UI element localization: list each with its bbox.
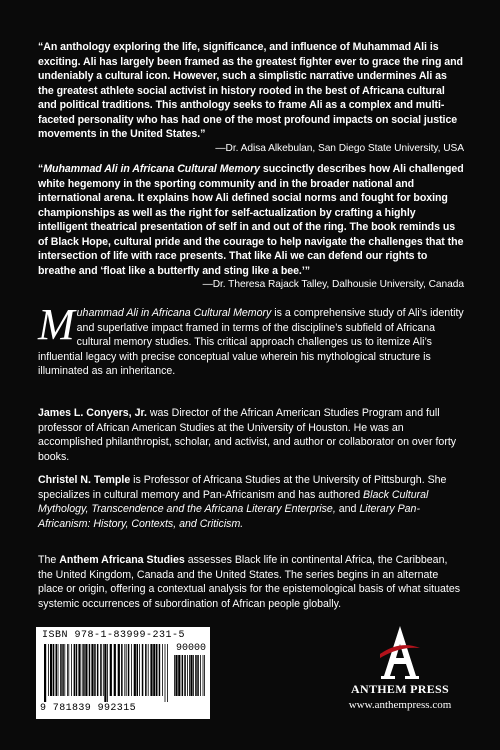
- barcode-bar: [71, 644, 72, 696]
- series-name: Anthem Africana Studies: [59, 554, 185, 566]
- book-title-italic: Muhammad Ali in Africana Cultural Memory: [43, 163, 261, 175]
- ean-number: 9 781839 992315: [40, 703, 137, 714]
- anthem-a-logo-icon: [378, 624, 422, 680]
- book-summary: [38, 300, 464, 379]
- barcode-bar: [204, 655, 205, 696]
- barcode-bar: [74, 644, 76, 696]
- barcode-bar: [94, 644, 96, 696]
- barcode-bar: [114, 644, 116, 696]
- barcode-bar: [184, 655, 186, 696]
- author-name: James L. Conyers, Jr.: [38, 407, 147, 419]
- drop-cap: M: [38, 300, 75, 349]
- barcode-bar: [121, 644, 123, 696]
- barcode-bar: [48, 644, 49, 696]
- barcode-bar: [139, 644, 140, 696]
- barcode-bar: [103, 644, 104, 696]
- author-bio-temple: [38, 473, 464, 531]
- barcode-bar: [145, 644, 147, 696]
- barcode-bar: [118, 644, 120, 696]
- barcode-bar: [131, 644, 132, 696]
- barcode-bar: [200, 655, 201, 696]
- barcode-bar: [182, 655, 184, 696]
- barcode-bar: [104, 644, 106, 702]
- barcode-bar: [100, 644, 102, 696]
- publisher-url: www.anthempress.com: [348, 699, 452, 711]
- isbn-barcode: [36, 627, 210, 719]
- barcode-addon-number: 90000: [175, 643, 206, 654]
- barcode-bar: [134, 644, 136, 696]
- barcode-bar: [189, 655, 190, 696]
- barcode-bar: [44, 644, 46, 702]
- bio-text: was Director of the African American Studies Program and full professor of African American Studies at the University of Houston. He was an accomplished philanthropist, scholar, and activist, and author or collaborator on over forty books.: [38, 407, 457, 463]
- series-description: [38, 553, 464, 611]
- barcode-bars: [44, 644, 168, 702]
- quote-attribution: —Dr. Adisa Alkebulan, San Diego State University, USA: [215, 142, 464, 154]
- barcode-bar: [50, 644, 52, 696]
- barcode-bar: [187, 655, 188, 696]
- barcode-addon-bars: [174, 655, 206, 702]
- barcode-bar: [156, 644, 158, 696]
- series-lead: The: [38, 554, 60, 566]
- quote-text: succinctly describes how Ali challenged white hegemony in the sporting community and in the broader national and international arena. It explains how Ali defined social norms and fought for boxing championships as well as the right for self-actualization by crafting a highly intelligent theatrical presentation of self in and out of the ring. The book reminds us of Black Hope, cultural pride and the courage to help navigate the challenges that the intersection of life with race presents. That like Ali we can defend our rights to breathe and ‘float like a butterfly and sting like a bee.’”: [38, 163, 464, 277]
- barcode-bar: [85, 644, 87, 696]
- quote-text: “An anthology exploring the life, significance, and influence of Muhammad Ali is exciting. Ali has largely been framed as the greatest fighter ever to grace the ring and undeniably a cultural icon. However, such a simplistic narrative undermines Ali as the greatest athlete social activist in history rooted in the best of Africana cultural and political traditions. This anthology seeks to frame Ali as a complex and multi-faceted personality who has had one of the most profound impacts on social justice movements in the United States.”: [38, 41, 463, 140]
- barcode-bar: [128, 644, 130, 696]
- author-bio-conyers: [38, 406, 464, 464]
- barcode-bar: [197, 655, 199, 696]
- endorsement-quote-2: [38, 162, 464, 292]
- barcode-bar: [89, 644, 91, 696]
- barcode-bar: [175, 655, 177, 696]
- barcode-bar: [190, 655, 192, 696]
- barcode-bar: [165, 644, 166, 702]
- barcode-bar: [68, 644, 69, 696]
- barcode-bar: [195, 655, 197, 696]
- barcode-bar: [78, 644, 80, 696]
- barcode-bar: [162, 644, 163, 696]
- quote-attribution: —Dr. Theresa Rajack Talley, Dalhousie University, Canada: [202, 279, 464, 290]
- barcode-bar: [167, 644, 168, 702]
- summary-title-italic: uhammad Ali in Africana Cultural Memory: [76, 307, 272, 319]
- publisher-logo: [332, 624, 468, 724]
- barcode-bar: [58, 644, 59, 696]
- barcode-bar: [142, 644, 144, 696]
- barcode-bar: [159, 644, 161, 696]
- barcode-bar: [82, 644, 83, 696]
- barcode-bar: [53, 644, 55, 696]
- barcode-bar: [150, 644, 152, 696]
- barcode-bar: [203, 655, 204, 696]
- barcode-bar: [62, 644, 64, 696]
- summary-text: is a comprehensive study of Ali’s identity and superlative impact framed in terms of the discipline’s subfield of Africana cultural memory studies. This critical approach challenges us to itemize Ali’s influential legacy with precise conceptual value wherein his mythological structure is illuminated as an inheritance.: [38, 307, 464, 378]
- barcode-bar: [126, 644, 127, 696]
- author-name: Christel N. Temple: [38, 474, 131, 486]
- book-title-italic: Literary Pan-Africanism: History, Contexts, and Criticism.: [38, 503, 420, 530]
- barcode-bar: [60, 644, 62, 696]
- barcode-bar: [91, 644, 93, 696]
- barcode-bar: [110, 644, 112, 696]
- book-title-italic: Black Cultural Mythology, Transcendence and the Africana Literary Enterprise,: [38, 488, 429, 516]
- endorsement-quote-1: [38, 40, 464, 155]
- barcode-bar: [97, 644, 99, 696]
- barcode-bar: [193, 655, 194, 696]
- barcode-bar: [67, 644, 68, 696]
- barcode-bar: [83, 644, 85, 696]
- quote-open-mark: “: [38, 163, 44, 175]
- barcode-bar: [148, 644, 149, 696]
- series-text: assesses Black life in continental Africa, the Caribbean, the United Kingdom, Canada and the United States. The series begins in an alternate place or origin, offering a contextual analysis for the epistemological basis of what situates systemic occurrences of subordination of African people globally.: [38, 554, 461, 610]
- barcode-bar: [124, 644, 125, 696]
- barcode-bar: [64, 644, 65, 696]
- bio-text: is Professor of Africana Studies at the University of Pittsburgh. She specializes in cultural memory and Pan-Africanism and has authored: [38, 474, 447, 501]
- barcode-bar: [137, 644, 139, 696]
- barcode-bar: [153, 644, 155, 696]
- bio-text: and: [335, 503, 360, 516]
- barcode-bar: [56, 644, 58, 696]
- publisher-name: ANTHEM PRESS: [351, 682, 449, 696]
- isbn-label: ISBN 978-1-83999-231-5: [42, 630, 186, 641]
- barcode-bar: [76, 644, 78, 696]
- barcode-bar: [178, 655, 180, 696]
- barcode-bar: [174, 655, 175, 696]
- barcode-bar: [107, 644, 108, 702]
